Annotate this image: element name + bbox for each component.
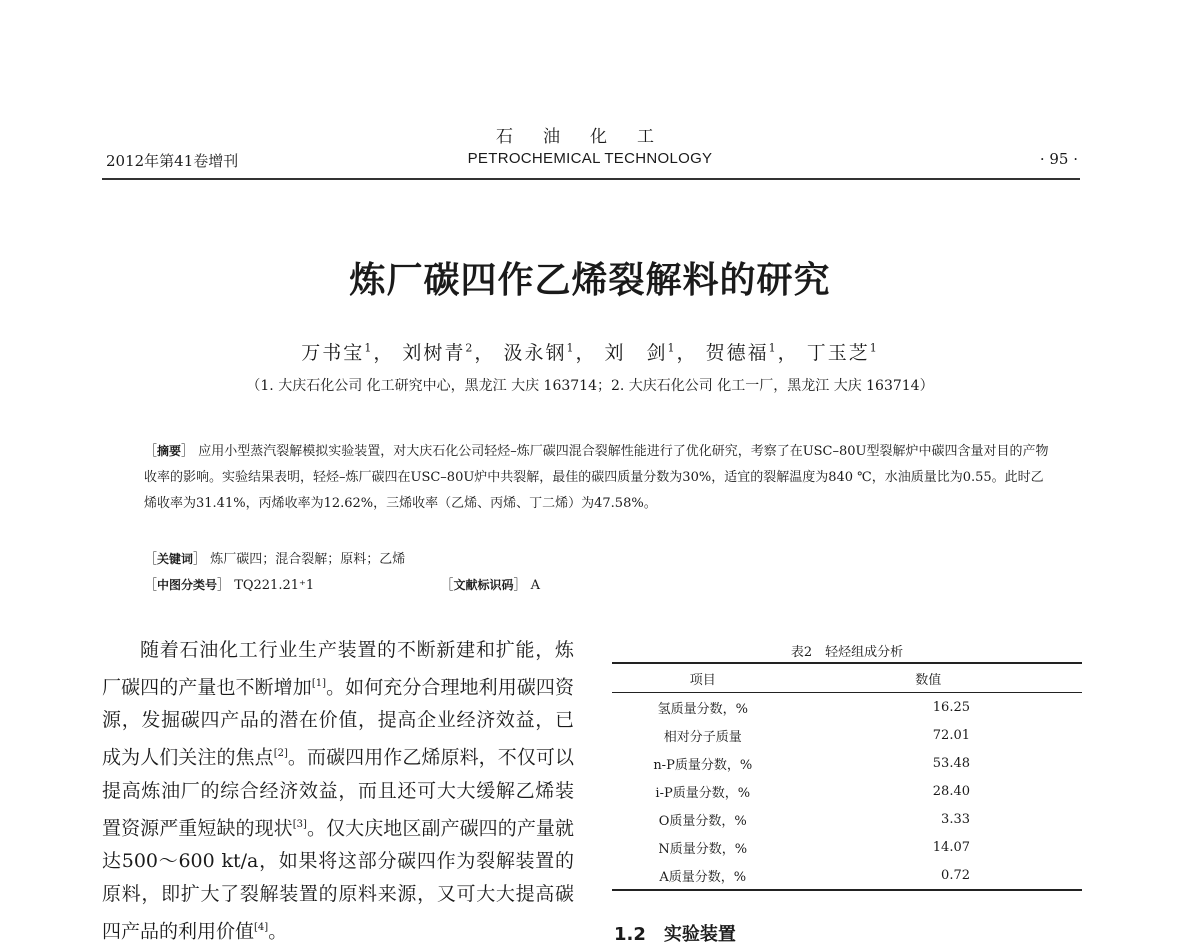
citation: [2] [273, 748, 288, 760]
section-title: 实验装置 [663, 924, 736, 945]
table-cell: 氢质量分数，% [657, 701, 748, 717]
journal-name-en: PETROCHEMICAL TECHNOLOGY [467, 150, 713, 167]
table-row [612, 833, 1082, 861]
table-cell: 14.07 [932, 839, 970, 855]
author-affiliation-mark: 1 [869, 341, 879, 355]
table-cell: n-P质量分数，% [653, 757, 753, 773]
table-row [612, 749, 1082, 777]
header-rule [102, 178, 1080, 180]
column-header-value: 数值 [794, 663, 1083, 693]
table-cell: 相对分子质量 [663, 729, 742, 745]
table-cell: 3.33 [941, 811, 970, 827]
classification-row: ［中图分类号］ TQ221.21⁺1 ［文献标识码］ A [144, 578, 540, 593]
table-row [612, 721, 1082, 749]
table-cell: O质量分数，% [658, 813, 747, 829]
abstract: ［摘要］ 应用小型蒸汽裂解模拟实验装置，对大庆石化公司轻烃–炼厂碳四混合裂解性能进行了优化研究，考察了在USC–80U型裂解炉中碳四含量对目的产物收率的影响。实验结果表明，轻烃–炼厂碳四在USC–80U炉中共裂解，最佳的碳四质量分数为30%，适宜的裂解温度为840 ℃，水油质量比为0.55。此时乙烯收率为31.41%，丙烯收率为12.62%，三烯收率（乙烯、丙烯、丁二烯）为47.58%。 [144, 444, 1049, 511]
doc-code-value: A [530, 578, 540, 593]
body-text-segment: 。如何充分合理地利用碳四资源，发掘碳四产品的潜在价值，提高企业经济效益，已成为人们关注的焦点 [102, 676, 574, 769]
author-name: 丁玉芝 [806, 342, 870, 364]
citation: [4] [254, 921, 269, 933]
table-row [612, 693, 1082, 722]
author-affiliation-mark: 2 [465, 341, 475, 355]
table-cell: 16.25 [932, 699, 970, 715]
table-caption: 表2 轻烃组成分析 [790, 645, 904, 660]
table-cell: 28.40 [932, 783, 970, 799]
keywords-text: 炼厂碳四；混合裂解；原料；乙烯 [210, 552, 406, 567]
author-name: 贺德福 [705, 342, 769, 364]
clc-label: 中图分类号 [157, 578, 218, 592]
table-header-row [612, 663, 1082, 693]
paper-title: 炼厂碳四作乙烯裂解料的研究 [349, 260, 831, 301]
table-cell: A质量分数，% [612, 861, 794, 890]
intro-paragraph [102, 634, 574, 948]
body-text-segment: 。 [268, 920, 288, 943]
table-row [612, 777, 1082, 805]
clc-value: TQ221.21⁺1 [234, 578, 315, 593]
keywords: ［关键词］ 炼厂碳四；混合裂解；原料；乙烯 [144, 552, 406, 567]
affiliations: （1. 大庆石化公司 化工研究中心，黑龙江 大庆 163714；2. 大庆石化公司 化工一厂，黑龙江 大庆 163714） [246, 378, 934, 394]
author-name: 汲永钢 [503, 342, 567, 364]
author-name: 刘 剑 [604, 342, 668, 364]
keywords-label: 关键词 [157, 552, 194, 566]
page-number: · 95 · [1039, 150, 1078, 168]
table-cell: i-P质量分数，% [655, 785, 751, 801]
citation: [3] [292, 818, 307, 830]
author-name: 万书宝 [301, 342, 365, 364]
volume-info: 2012年第41卷增刊 [106, 152, 239, 170]
author-affiliation-mark: 1 [768, 341, 778, 355]
citation: [1] [311, 678, 326, 689]
table-cell: N质量分数，% [658, 841, 748, 857]
body-text-segment: 随着石油化工行业生产装置的不断新建和扩能，炼厂碳四的产量也不断增加 [102, 639, 574, 699]
body-text-segment: 。仅大庆地区副产碳四的产量就达500～600 kt/a，如果将这部分碳四作为裂解装置的原料，即扩大了裂解装置的原料来源，又可大大提高碳四产品的利用价值 [102, 816, 574, 943]
section-number: 1.2 [614, 924, 646, 945]
author-affiliation-mark: 1 [667, 341, 677, 355]
author-list: 万书宝$^1$， 刘树青$^2$， 汲永钢$^1$， 刘 剑$^1$， 贺德福$^1$， 丁玉芝$^1$ [301, 341, 879, 364]
journal-name-cn: 石油化工 [496, 127, 684, 147]
table-row [612, 861, 1082, 890]
composition-table [612, 662, 1082, 891]
abstract-label: 摘要 [157, 444, 182, 458]
author-affiliation-mark: 1 [566, 341, 576, 355]
table-cell: 72.01 [932, 727, 970, 743]
table-cell: 0.72 [794, 861, 1083, 890]
abstract-text: 应用小型蒸汽裂解模拟实验装置，对大庆石化公司轻烃–炼厂碳四混合裂解性能进行了优化研究，考察了在USC–80U型裂解炉中碳四含量对目的产物收率的影响。实验结果表明，轻烃–炼厂碳四在USC–80U炉中共裂解，最佳的碳四质量分数为30%，适宜的裂解温度为840 ℃，水油质量比为0.55。此时乙烯收率为31.41%，丙烯收率为12.62%，三烯收率（乙烯、丙烯、丁二烯）为47.58%。 [144, 444, 1049, 511]
author-affiliation-mark: 1 [364, 341, 374, 355]
table-row [612, 805, 1082, 833]
column-header-item: 项目 [612, 663, 794, 693]
section-heading [614, 920, 736, 946]
doc-code-label: 文献标识码 [453, 578, 514, 592]
body-text-segment: 。而碳四用作乙烯原料，不仅可以提高炼油厂的综合经济效益，而且还可大大缓解乙烯装置资源严重短缺的现状 [102, 746, 574, 839]
table-cell: 53.48 [932, 755, 970, 771]
author-name: 刘树青 [402, 342, 466, 364]
